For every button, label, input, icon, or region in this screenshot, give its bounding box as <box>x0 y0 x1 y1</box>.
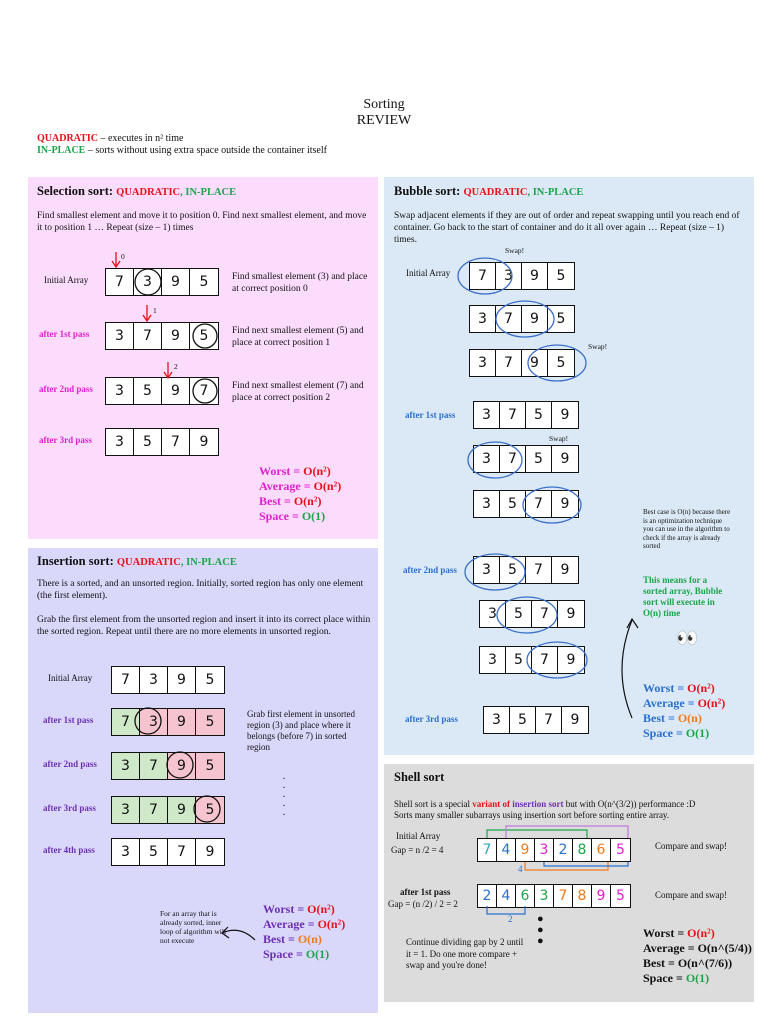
bubble-heading-text: Bubble sort: <box>394 184 464 198</box>
array-cell: 3 <box>474 557 500 583</box>
shell-worst-label: Worst = <box>643 926 688 940</box>
array-cell: 3 <box>474 446 500 472</box>
array-cell: 9 <box>560 451 570 467</box>
shell-best-label: Best = <box>643 956 678 970</box>
array-cell: 3 <box>134 269 162 295</box>
insertion-space-label: Space = <box>263 947 306 961</box>
insertion-average-value: O(n²) <box>317 917 346 931</box>
selection-best-value: O(n²) <box>293 494 322 508</box>
shell-desc-insertion: insertion sort <box>510 799 564 809</box>
array-cell: 3 <box>106 323 134 349</box>
title-line-1: Sorting <box>363 97 405 112</box>
array-cell: 3 <box>470 306 496 332</box>
array-cell: 3 <box>140 667 168 693</box>
array-cell: 9 <box>566 652 576 668</box>
array-cell: 5 <box>616 888 625 904</box>
array-cell: 3 <box>112 839 140 865</box>
array-cell: 9 <box>560 562 570 578</box>
insertion-complexity <box>263 902 345 962</box>
shell-bullet-dots: ● ● ● <box>537 913 544 947</box>
insertion-best-note: For an array that is already sorted, inner loop of algorithm will not execute <box>160 909 227 945</box>
array-cell: 7 <box>134 323 162 349</box>
insertion-worst-value: O(n²) <box>307 902 335 916</box>
bubble-array <box>469 349 575 377</box>
array-cell: 2 <box>478 885 497 907</box>
insertion-tag-quadratic: QUADRATIC <box>116 557 181 568</box>
selection-worst <box>259 464 341 479</box>
insertion-average-label: Average = <box>263 917 318 931</box>
array-cell: 8 <box>573 839 592 861</box>
bubble-worst <box>643 681 725 696</box>
bubble-swap-2: Swap! <box>588 342 608 351</box>
selection-best-label: Best = <box>259 494 294 508</box>
array-cell: 7 <box>554 885 573 907</box>
insertion-best-value: O(n) <box>297 932 322 946</box>
array-cell: 5 <box>134 429 162 455</box>
legend-quadratic-desc: – executes in n² time <box>97 133 184 144</box>
selection-row-label: after 3rd pass <box>39 435 92 445</box>
array-cell: 5 <box>500 557 526 583</box>
array-cell: 5 <box>205 672 215 688</box>
legend-inplace-term: IN-PLACE <box>37 145 86 156</box>
selection-row-note: Find next smallest element (7) and place at correct position 2 <box>232 381 364 403</box>
bubble-array <box>473 556 579 584</box>
array-cell: 2 <box>554 839 573 861</box>
legend-inplace-desc: – sorts without using extra space outside the container itself <box>85 145 327 156</box>
selection-position-marker: 1 <box>153 306 157 315</box>
array-cell: 9 <box>570 712 580 728</box>
selection-array <box>105 377 219 405</box>
bubble-best <box>643 711 725 726</box>
bubble-array <box>479 600 585 628</box>
selection-space <box>259 509 341 524</box>
bubble-best-label: Best = <box>643 711 678 725</box>
insertion-space-value: O(1) <box>305 947 330 961</box>
bubble-array <box>473 490 579 518</box>
array-cell: 3 <box>474 491 500 517</box>
array-cell: 5 <box>506 647 532 673</box>
array-cell: 3 <box>474 402 500 428</box>
bubble-worst-label: Worst = <box>643 681 688 695</box>
bubble-array <box>483 706 589 734</box>
array-cell: 5 <box>500 491 526 517</box>
shell-best-value: O(n^(7/6)) <box>677 956 733 970</box>
selection-row-label: after 2nd pass <box>39 384 93 394</box>
array-cell: 6 <box>516 885 535 907</box>
array-cell: 5 <box>196 797 224 823</box>
array-cell: 9 <box>522 263 548 289</box>
bubble-average-value: O(n²) <box>697 696 726 710</box>
selection-array <box>105 268 219 296</box>
selection-worst-value: O(n²) <box>303 464 331 478</box>
bubble-best-value: O(n) <box>677 711 702 725</box>
array-cell: 3 <box>480 601 506 627</box>
insertion-description-1: There is a sorted, and an unsorted region. Initially, sorted region has only one element (the first element). <box>37 579 364 601</box>
shell-desc-post: but with O(n^(3/2)) performance :D <box>563 799 696 809</box>
array-cell: 9 <box>168 709 196 735</box>
selection-worst-label: Worst = <box>259 464 304 478</box>
array-cell: 6 <box>592 839 611 861</box>
selection-average <box>259 479 341 494</box>
shell-average-value: O(n^(5/4)) <box>697 941 752 955</box>
shell-array-initial <box>477 838 631 862</box>
array-cell: 7 <box>500 402 526 428</box>
shell-gap-1-mark: 4 <box>518 864 523 874</box>
array-cell: 9 <box>205 844 215 860</box>
insertion-worst <box>263 902 345 917</box>
array-cell: 3 <box>470 350 496 376</box>
shell-after-1-label: after 1st pass <box>400 887 451 897</box>
shell-desc-2: Sorts many smaller subarrays using insertion sort before sorting entire array. <box>394 810 670 820</box>
array-cell: 3 <box>106 378 134 404</box>
eyes-emoji-icon: 👀 <box>676 628 699 648</box>
array-cell: 3 <box>140 709 168 735</box>
shell-desc-variant: variant of <box>472 799 510 809</box>
bubble-array <box>473 401 579 429</box>
insertion-best-label: Best = <box>263 932 298 946</box>
array-cell: 5 <box>140 839 168 865</box>
array-cell: 9 <box>560 407 570 423</box>
insertion-note: Grab first element in unsorted region (3) and place where it belongs (before 7) in sorted region <box>247 709 355 752</box>
array-cell: 7 <box>112 709 140 735</box>
selection-row-label: Initial Array <box>44 275 89 285</box>
array-cell: 9 <box>162 269 190 295</box>
array-cell: 9 <box>168 667 196 693</box>
bubble-array <box>479 646 585 674</box>
bubble-heading <box>394 184 583 199</box>
array-cell: 9 <box>168 753 196 779</box>
bubble-worst-value: O(n²) <box>687 681 715 695</box>
insertion-row-label: after 4th pass <box>43 845 95 855</box>
shell-heading: Shell sort <box>394 770 445 784</box>
array-cell: 5 <box>616 842 625 858</box>
selection-tag-inplace: IN-PLACE <box>185 187 237 198</box>
selection-array <box>105 428 219 456</box>
array-cell: 7 <box>532 601 558 627</box>
shell-space-label: Space = <box>643 971 686 985</box>
insertion-array <box>111 838 225 866</box>
array-cell: 7 <box>526 557 552 583</box>
bubble-space-label: Space = <box>643 726 686 740</box>
bubble-tag-quadratic: QUADRATIC <box>463 187 528 198</box>
selection-space-value: O(1) <box>301 509 326 523</box>
array-cell: 7 <box>162 429 190 455</box>
array-cell: 7 <box>526 491 552 517</box>
array-cell: 5 <box>199 274 209 290</box>
array-cell: 7 <box>168 839 196 865</box>
array-cell: 4 <box>497 839 516 861</box>
shell-continue-note: Continue dividing gap by 2 until it = 1. Do one more compare + swap and you're done! <box>406 937 524 970</box>
bubble-swap-3: Swap! <box>549 434 569 443</box>
insertion-worst-label: Worst = <box>263 902 308 916</box>
array-cell: 9 <box>522 350 548 376</box>
bubble-swap-1: Swap! <box>505 246 525 255</box>
insertion-tag-inplace: IN-PLACE <box>186 557 237 568</box>
array-cell: 9 <box>560 496 570 512</box>
selection-complexity <box>259 464 341 524</box>
insertion-row-label: Initial Array <box>48 673 93 683</box>
array-cell: 9 <box>162 323 190 349</box>
array-cell: 9 <box>168 797 196 823</box>
array-cell: 5 <box>196 753 224 779</box>
bubble-average <box>643 696 725 711</box>
array-cell: 5 <box>526 446 552 472</box>
bubble-array <box>469 262 575 290</box>
shell-space-value: O(1) <box>685 971 710 985</box>
shell-compare-swap-2: Compare and swap! <box>655 890 727 900</box>
bubble-complexity <box>643 681 725 741</box>
insertion-average <box>263 917 345 932</box>
title-line-2: REVIEW <box>356 113 412 128</box>
bubble-tag-inplace: IN-PLACE <box>532 187 584 198</box>
array-cell: 9 <box>162 378 190 404</box>
bubble-space-value: O(1) <box>685 726 710 740</box>
bubble-array <box>473 445 579 473</box>
bubble-best-note: Best case is O(n) because there is an optimization technique you can use in the algorithm to check if the array is already sorted <box>643 508 731 550</box>
insertion-row-label: after 1st pass <box>43 715 94 725</box>
selection-row-label: after 1st pass <box>39 329 90 339</box>
legend-quadratic-term: QUADRATIC <box>37 133 98 144</box>
insertion-array <box>111 708 225 736</box>
shell-average-label: Average = <box>643 941 698 955</box>
selection-position-marker: 2 <box>174 362 178 371</box>
bubble-space <box>643 726 725 741</box>
array-cell: 3 <box>496 263 522 289</box>
insertion-best <box>263 932 345 947</box>
shell-space <box>643 971 752 986</box>
insertion-row-label: after 2nd pass <box>43 759 97 769</box>
array-cell: 5 <box>556 355 566 371</box>
insertion-array <box>111 666 225 694</box>
selection-row-note: Find next smallest element (5) and place at correct position 1 <box>232 326 364 348</box>
selection-position-marker: 0 <box>121 252 125 261</box>
array-cell: 7 <box>496 306 522 332</box>
legend-quadratic <box>37 133 183 145</box>
bubble-description: Swap adjacent elements if they are out of order and repeat swapping until you reach end of container. Go back to the start of container and do it all over again … Repeat (size – 1) times. <box>394 211 740 245</box>
insertion-heading-text: Insertion sort: <box>37 554 117 568</box>
array-cell: 7 <box>532 647 558 673</box>
selection-heading <box>37 184 236 199</box>
selection-space-label: Space = <box>259 509 302 523</box>
array-cell: 8 <box>573 885 592 907</box>
selection-best <box>259 494 341 509</box>
array-cell: 9 <box>522 306 548 332</box>
shell-best <box>643 956 752 971</box>
bubble-label-pass-2: after 2nd pass <box>403 565 457 575</box>
array-cell: 5 <box>526 402 552 428</box>
array-cell: 3 <box>112 797 140 823</box>
bubble-average-label: Average = <box>643 696 698 710</box>
shell-gap-1: Gap = n /2 = 4 <box>391 845 444 855</box>
insertion-ellipsis: · · · · · <box>282 774 286 821</box>
shell-description <box>394 799 749 821</box>
array-cell: 5 <box>506 601 532 627</box>
array-cell: 7 <box>478 839 497 861</box>
array-cell: 9 <box>566 606 576 622</box>
legend-inplace <box>37 145 327 157</box>
shell-initial-label: Initial Array <box>396 831 441 841</box>
array-cell: 5 <box>134 378 162 404</box>
shell-array-after-1 <box>477 884 631 908</box>
insertion-row-label: after 3rd pass <box>43 803 96 813</box>
shell-compare-swap-1: Compare and swap! <box>655 841 727 851</box>
shell-complexity <box>643 926 752 986</box>
shell-worst-value: O(n²) <box>687 926 715 940</box>
bubble-array <box>469 305 575 333</box>
shell-gap-2-mark: 2 <box>508 914 513 924</box>
array-cell: 5 <box>196 709 224 735</box>
selection-tag-quadratic: QUADRATIC <box>116 187 181 198</box>
array-cell: 3 <box>112 753 140 779</box>
array-cell: 3 <box>106 429 134 455</box>
array-cell: 7 <box>199 383 209 399</box>
array-cell: 5 <box>199 328 209 344</box>
array-cell: 5 <box>556 268 566 284</box>
array-cell: 7 <box>112 667 140 693</box>
insertion-array <box>111 796 225 824</box>
bubble-label-pass-3: after 3rd pass <box>405 714 458 724</box>
selection-average-value: O(n²) <box>313 479 342 493</box>
array-cell: 7 <box>496 350 522 376</box>
shell-desc-pre: Shell sort is a special <box>394 799 473 809</box>
selection-description: Find smallest element and move it to position 0. Find next smallest element, and move it to position 1 … Repeat (size – 1) times <box>37 211 367 233</box>
bubble-tag-comma: , <box>527 187 533 198</box>
shell-average <box>643 941 752 956</box>
array-cell: 5 <box>556 311 566 327</box>
array-cell: 3 <box>535 839 554 861</box>
insertion-description-2: Grab the first element from the unsorted region and insert it into its correct place within the sorted region. Repeat until there are no more elements in unsorted region. <box>37 615 371 637</box>
array-cell: 5 <box>510 707 536 733</box>
array-cell: 9 <box>516 839 535 861</box>
array-cell: 7 <box>500 446 526 472</box>
bubble-label-pass-1: after 1st pass <box>405 410 456 420</box>
bubble-label-initial: Initial Array <box>406 268 451 278</box>
array-cell: 9 <box>592 885 611 907</box>
selection-average-label: Average = <box>259 479 314 493</box>
insertion-heading <box>37 554 237 569</box>
selection-heading-text: Selection sort: <box>37 184 117 198</box>
shell-gap-2: Gap = (n /2) / 2 = 2 <box>388 899 458 909</box>
insertion-array <box>111 752 225 780</box>
array-cell: 4 <box>497 885 516 907</box>
array-cell: 7 <box>140 753 168 779</box>
insertion-space <box>263 947 345 962</box>
selection-tag-comma: , <box>180 187 186 198</box>
shell-worst <box>643 926 752 941</box>
array-cell: 3 <box>535 885 554 907</box>
bubble-highlight: This means for a sorted array, Bubble sort will execute in O(n) time <box>643 575 723 618</box>
array-cell: 7 <box>536 707 562 733</box>
array-cell: 9 <box>199 434 209 450</box>
array-cell: 3 <box>484 707 510 733</box>
insertion-tag-comma: , <box>180 557 187 568</box>
array-cell: 7 <box>106 269 134 295</box>
array-cell: 7 <box>140 797 168 823</box>
array-cell: 7 <box>470 263 496 289</box>
array-cell: 3 <box>480 647 506 673</box>
selection-row-note: Find smallest element (3) and place at correct position 0 <box>232 272 368 294</box>
selection-array <box>105 322 219 350</box>
